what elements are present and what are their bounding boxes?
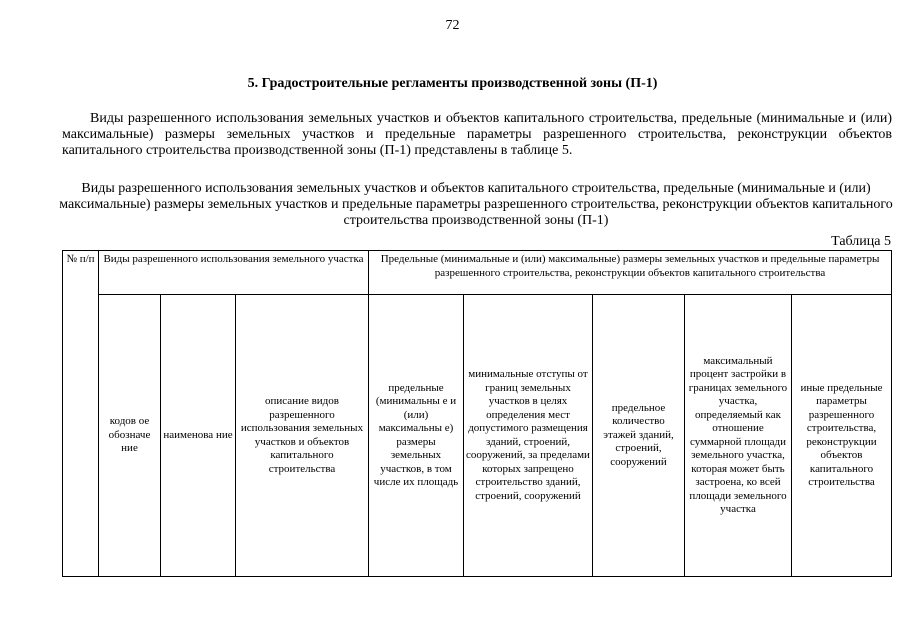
- table-label: Таблица 5: [831, 234, 891, 249]
- header-number: № п/п: [63, 251, 99, 577]
- section-title: 5. Градостроительные регламенты производственной зоны (П-1): [247, 76, 658, 91]
- header-coverage: максимальный процент застройки в границах земельного участка, определяемый как отношение суммарной площади земельного участка, которая может быть застроена, ко всей площади земельного участка: [685, 295, 792, 577]
- header-setbacks: минимальные отступы от границ земельных участков в целях определения мест допустимого размещения зданий, строений, сооружений, за пределами которых запрещено строительство зданий, строений, сооружений: [464, 295, 593, 577]
- header-limits: Предельные (минимальные и (или) максимальные) размеры земельных участков и предельные параметры разрешенного строительства, реконструкции объектов капитального строительства: [369, 251, 892, 295]
- regulations-table: [62, 250, 892, 577]
- table-caption: Виды разрешенного использования земельных участков и объектов капитального строительства, предельные (минимальные и (или) максимальные) размеры земельных участков и предельные параметры разрешенного строительства, реконструкции объектов капитального строительства производственной зоны (П-1): [59, 181, 893, 228]
- table-subheader-row: [63, 295, 892, 577]
- header-name: наименова ние: [161, 295, 236, 577]
- header-code: кодов ое обозначе ние: [99, 295, 161, 577]
- header-floors: предельное количество этажей зданий, строений, сооружений: [593, 295, 685, 577]
- header-size: предельные (минимальны е и (или) максимальны е) размеры земельных участков, в том числе их площадь: [369, 295, 464, 577]
- header-use-types: Виды разрешенного использования земельного участка: [99, 251, 369, 295]
- page-number: 72: [445, 18, 460, 33]
- table-header-row: [63, 251, 892, 295]
- header-other: иные предельные параметры разрешенного строительства, реконструкции объектов капитального строительства: [792, 295, 892, 577]
- intro-paragraph: Виды разрешенного использования земельных участков и объектов капитального строительства, предельные (минимальные и (или) максимальные) размеры земельных участков и предельные параметры разрешенного строительства, реконструкции объектов капитального строительства производственной зоны (П-1) представлены в таблице 5.: [62, 111, 892, 158]
- header-description: описание видов разрешенного использования земельных участков и объектов капитального строительства: [236, 295, 369, 577]
